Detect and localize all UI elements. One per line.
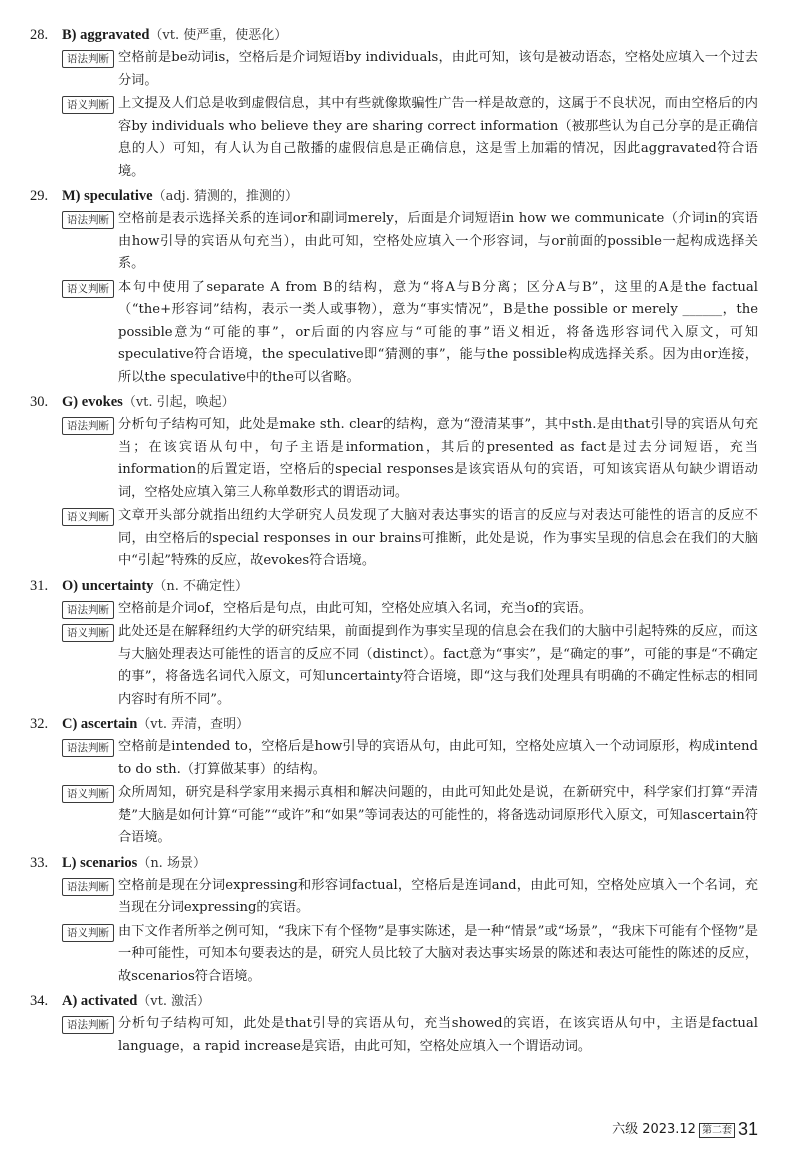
part-of-speech: （vt. 引起，唤起） <box>122 395 235 410</box>
answer-word: L) scenarios <box>62 854 138 871</box>
explanation-text: 此处还是在解释纽约大学的研究结果，前面提到作为事实呈现的信息会在我们的大脑中引起特殊的反应，而这与大脑处理表达可能性的语言的反应不同（distinct）。fact意为“事实”，是“确定的事”，可能的事是“不确定的事”，将备选名词代入原文，可知uncertainty符合语境，即“这与我们处理具有明确的不确定性标志的相同内容时有所不同”。 <box>118 624 758 707</box>
explanation-paragraph <box>30 736 758 781</box>
judgement-tag: 语义判断 <box>62 508 114 526</box>
explanation-paragraph <box>30 921 758 989</box>
judgement-tag: 语法判断 <box>62 50 114 68</box>
judgement-tag: 语义判断 <box>62 96 114 114</box>
explanation-text: 空格前是be动词is，空格后是介词短语by individuals，由此可知，该句是被动语态，空格处应填入一个过去分词。 <box>118 50 758 88</box>
judgement-tag: 语法判断 <box>62 601 114 619</box>
answer-entry <box>30 990 758 1058</box>
entry-heading <box>30 391 758 414</box>
explanation-text: 本句中使用了separate A from B的结构，意为“将A与B分离；区分A与B”，这里的A是the factual（“the+形容词”结构，表示一类人或事物），意为“事实情况”，B是the possible or merely ______，the possible意为“可能的事”，or后面的内容应与“可能的事”语义相近，将备选形容词代入原文，可知speculative符合语境，the speculative即“猜测的事”，能与the possible构成选择关系。因为由or连接，所以the speculative中的the可以省略。 <box>118 279 758 385</box>
explanation-text: 众所周知，研究是科学家用来揭示真相和解决问题的，由此可知此处是说，在新研究中，科学家们打算“弄清楚”大脑是如何计算“可能”“或许”和“如果”等词表达的可能性的，将备选动词原形代入原文，可知ascertain符合语境。 <box>118 785 758 845</box>
page-number: 31 <box>737 1119 758 1139</box>
entry-heading <box>30 990 758 1013</box>
answer-explanations <box>30 24 758 1060</box>
explanation-text: 分析句子结构可知，此处是that引导的宾语从句，充当showed的宾语，在该宾语从句中，主语是factual language，a rapid increase是宾语，由此可知，空格处应填入一个谓语动词。 <box>118 1016 758 1054</box>
answer-word: M) speculative <box>62 188 153 204</box>
explanation-paragraph <box>30 598 758 621</box>
explanation-text: 上文提及人们总是收到虚假信息，其中有些就像欺骗性广告一样是故意的，这属于不良状况，而由空格后的内容by individuals who believe they are sharing correct information（被那些认为自己分享的是正确信息的人）可知，有人认为自己散播的虚假信息是正确信息，这是雪上加霜的情况，因此aggravated符合语境。 <box>118 96 758 179</box>
question-number: 29. <box>30 188 49 204</box>
question-number: 31. <box>30 577 49 594</box>
explanation-paragraph <box>30 505 758 573</box>
question-number: 28. <box>30 27 49 43</box>
explanation-text: 空格前是表示选择关系的连词or和副词merely，后面是介词短语in how we communicate（介词in的宾语由how引导的宾语从句充当），由此可知，空格处应填入一个形容词，与or前面的possible一起构成选择关系。 <box>118 211 758 271</box>
judgement-tag: 语法判断 <box>62 739 114 757</box>
explanation-paragraph <box>30 1013 758 1058</box>
part-of-speech: （n. 不确定性） <box>153 578 249 594</box>
entry-heading <box>30 852 758 875</box>
answer-word: B) aggravated <box>62 27 150 43</box>
explanation-paragraph <box>30 277 758 390</box>
explanation-paragraph <box>30 208 758 276</box>
answer-word: G) evokes <box>62 394 123 410</box>
explanation-paragraph <box>30 414 758 504</box>
explanation-paragraph <box>30 875 758 920</box>
answer-entry <box>30 185 758 389</box>
judgement-tag: 语义判断 <box>62 924 114 942</box>
answer-entry <box>30 713 758 850</box>
footer-label: 六级 2023.12 <box>612 1122 696 1137</box>
judgement-tag: 语义判断 <box>62 785 114 803</box>
answer-word: C) ascertain <box>62 716 138 732</box>
question-number: 33. <box>30 854 49 871</box>
part-of-speech: （vt. 使严重，使恶化） <box>149 28 288 43</box>
explanation-text: 由下文作者所举之例可知，“我床下有个怪物”是事实陈述，是一种“情景”或“场景”，“我床下可能有个怪物”是一种可能性，可知本句要表达的是，研究人员比较了大脑对表达事实场景的陈述和表达可能性的陈述的反应，故scenarios符合语境。 <box>118 923 758 984</box>
explanation-paragraph <box>30 93 758 183</box>
explanation-paragraph <box>30 782 758 850</box>
judgement-tag: 语法判断 <box>62 878 114 896</box>
answer-entry <box>30 391 758 573</box>
part-of-speech: （vt. 激活） <box>137 994 211 1009</box>
explanation-text: 空格前是现在分词expressing和形容词factual，空格后是连词and，由此可知，空格处应填入一个名词，充当现在分词expressing的宾语。 <box>118 877 758 915</box>
entry-heading <box>30 24 758 47</box>
question-number: 30. <box>30 394 49 410</box>
part-of-speech: （vt. 弄清，查明） <box>137 717 250 732</box>
explanation-paragraph <box>30 47 758 92</box>
part-of-speech: （adj. 猜测的，推测的） <box>152 189 298 204</box>
explanation-text: 文章开头部分就指出纽约大学研究人员发现了大脑对表达事实的语言的反应与对表达可能性的语言的反应不同，由空格后的special responses in our brains可推断，此处是说，作为事实呈现的信息会在我们的大脑中“引起”特殊的反应，故evokes符合语境。 <box>118 508 758 568</box>
judgement-tag: 语义判断 <box>62 624 114 642</box>
judgement-tag: 语法判断 <box>62 211 114 229</box>
footer-set-box: 第二套 <box>699 1123 735 1138</box>
explanation-paragraph <box>30 621 758 711</box>
answer-entry <box>30 575 758 712</box>
answer-word: O) uncertainty <box>62 577 154 594</box>
judgement-tag: 语法判断 <box>62 1016 114 1034</box>
question-number: 32. <box>30 716 49 732</box>
question-number: 34. <box>30 993 49 1009</box>
judgement-tag: 语法判断 <box>62 417 114 435</box>
entry-heading <box>30 713 758 736</box>
answer-entry <box>30 852 758 989</box>
explanation-text: 分析句子结构可知，此处是make sth. clear的结构，意为“澄清某事”，其中sth.是由that引导的宾语从句充当；在该宾语从句中，句子主语是information，其后的presented as fact是过去分词短语，充当information的后置定语，空格后的special responses是该宾语从句的宾语，可知该宾语从句缺少谓语动词，空格处应填入第三人称单数形式的谓语动词。 <box>118 417 758 500</box>
answer-entry <box>30 24 758 183</box>
explanation-text: 空格前是介词of，空格后是句点，由此可知，空格处应填入名词，充当of的宾语。 <box>118 600 593 616</box>
page-footer <box>612 1118 758 1140</box>
answer-word: A) activated <box>62 993 138 1009</box>
part-of-speech: （n. 场景） <box>137 855 206 871</box>
explanation-text: 空格前是intended to，空格后是how引导的宾语从句，由此可知，空格处应填入一个动词原形，构成intend to do sth.（打算做某事）的结构。 <box>118 739 758 777</box>
entry-heading <box>30 185 758 208</box>
judgement-tag: 语义判断 <box>62 280 114 298</box>
entry-heading <box>30 575 758 598</box>
